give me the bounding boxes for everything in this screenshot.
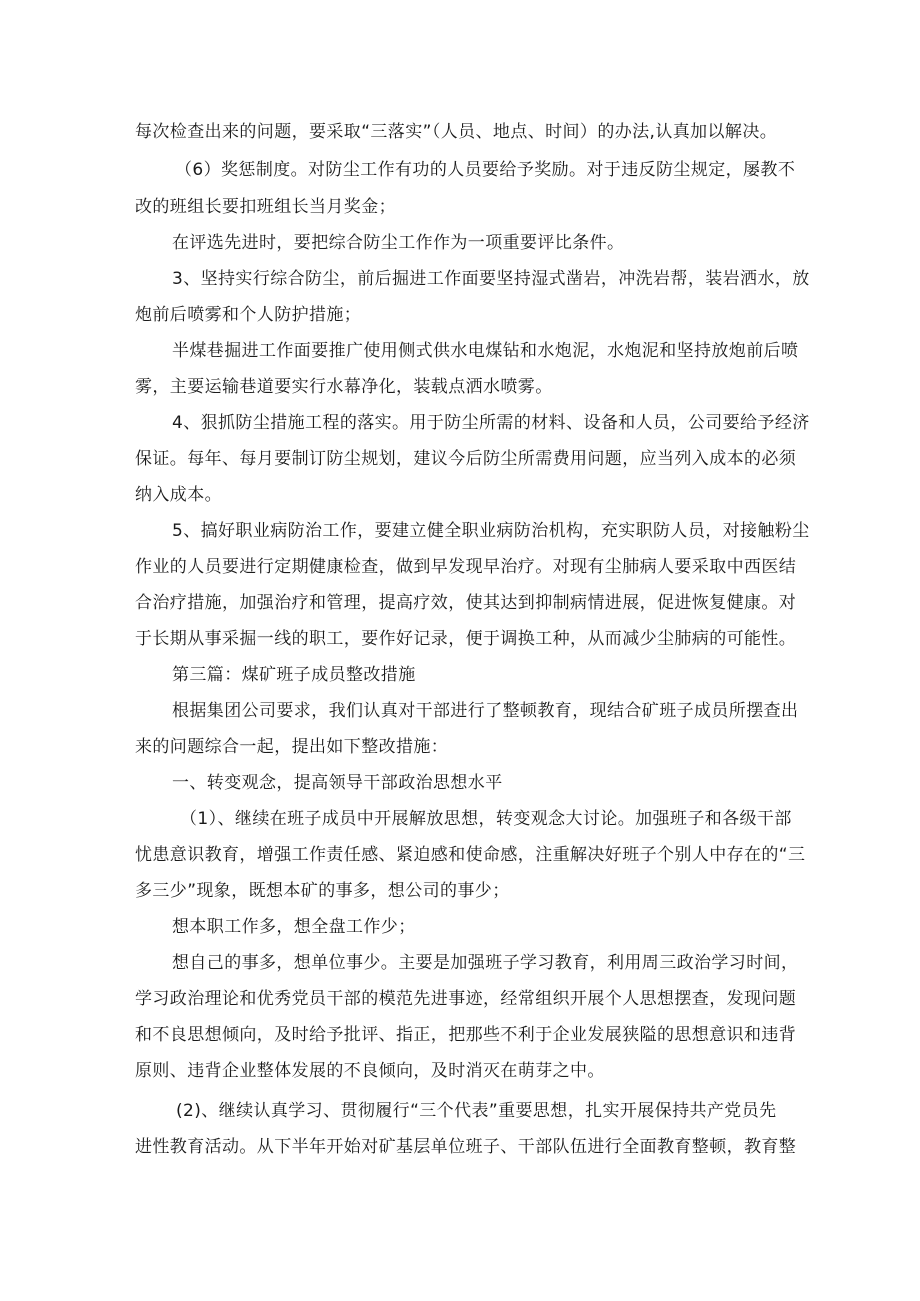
text-line: 学习政治理论和优秀党员干部的模范先进事迹，经常组织开展个人思想摆查，发现问题 xyxy=(135,989,797,1009)
section-heading: 第三篇：煤矿班子成员整改措施 xyxy=(172,665,416,685)
text-line: 雾，主要运输巷道要实行水幕净化，装载点洒水喷雾。 xyxy=(135,377,553,397)
text-line: 进性教育活动。从下半年开始对矿基层单位班子、干部队伍进行全面教育整顿，教育整 xyxy=(135,1137,797,1157)
text-line: 在评选先进时，要把综合防尘工作作为一项重要评比条件。 xyxy=(172,233,625,253)
text-line: 炮前后喷雾和个人防护措施； xyxy=(135,305,362,325)
text-line: 想自己的事多，想单位事少。主要是加强班子学习教育，利用周三政治学习时间， xyxy=(172,953,799,973)
text-line: (2)、继续认真学习、贯彻履行“三个代表”重要思想，扎实开展保持共产党员先 xyxy=(176,1101,777,1121)
text-line: 多三少”现象，既想本矿的事多，想公司的事少； xyxy=(135,881,510,901)
text-line: 原则、违背企业整体发展的不良倾向，及时消灭在萌芽之中。 xyxy=(135,1061,605,1081)
text-line: 于长期从事采掘一线的职工，要作好记录，便于调换工种，从而减少尘肺病的可能性。 xyxy=(135,629,797,649)
text-line: 3、坚持实行综合防尘，前后掘进工作面要坚持湿式凿岩，冲洗岩帮，装岩洒水，放 xyxy=(172,269,810,289)
text-line: （1）、继续在班子成员中开展解放思想，转变观念大讨论。加强班子和各级干部 xyxy=(180,809,792,829)
text-line: 根据集团公司要求，我们认真对干部进行了整顿教育，现结合矿班子成员所摆查出 xyxy=(172,701,799,721)
text-line: 合治疗措施，加强治疗和管理，提高疗效，使其达到抑制病情进展，促进恢复健康。对 xyxy=(135,593,797,613)
text-line: 保证。每年、每月要制订防尘规划，建议今后防尘所需费用问题，应当列入成本的必须 xyxy=(135,449,797,469)
text-line: 改的班组长要扣班组长当月奖金； xyxy=(135,197,396,217)
text-line: 想本职工作多，想全盘工作少； xyxy=(172,917,416,937)
text-line: 和不良思想倾向，及时给予批评、指正，把那些不利于企业发展狭隘的思想意识和违背 xyxy=(135,1025,797,1045)
text-line: 5、搞好职业病防治工作，要建立健全职业病防治机构，充实职防人员，对接触粉尘 xyxy=(172,521,810,541)
text-line: （6）奖惩制度。对防尘工作有功的人员要给予奖励。对于违反防尘规定，屡教不 xyxy=(175,160,796,180)
text-line: 来的问题综合一起，提出如下整改措施： xyxy=(135,737,449,757)
text-line: 作业的人员要进行定期健康检查，做到早发现早治疗。对现有尘肺病人要采取中西医结 xyxy=(135,557,797,577)
text-line: 每次检查出来的问题，要采取“三落实”（人员、地点、时间）的办法,认真加以解决。 xyxy=(135,122,778,142)
text-line: 纳入成本。 xyxy=(135,485,222,505)
subsection-heading: 一、转变观念，提高领导干部政治思想水平 xyxy=(172,773,503,793)
text-line: 4、狠抓防尘措施工程的落实。用于防尘所需的材料、设备和人员，公司要给予经济 xyxy=(172,413,810,433)
text-line: 忧患意识教育，增强工作责任感、紧迫感和使命感，注重解决好班子个别人中存在的“三 xyxy=(135,845,806,865)
text-line: 半煤巷掘进工作面要推广使用侧式供水电煤钻和水炮泥，水炮泥和坚持放炮前后喷 xyxy=(172,341,799,361)
